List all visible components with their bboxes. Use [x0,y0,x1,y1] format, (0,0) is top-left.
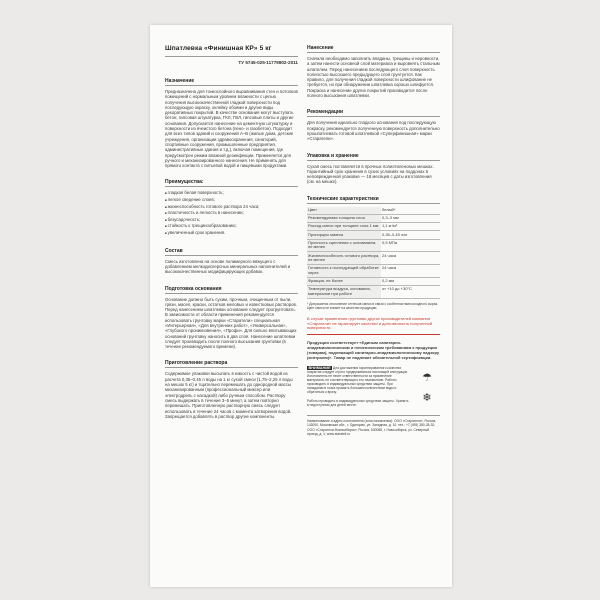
recommendations-heading: Рекомендации [307,109,440,117]
work-text: Работы проводить в индивидуальных средствах защиты. Хранить в недоступном для детей месте. [307,399,409,408]
storage-heading: Упаковка и хранение [307,153,440,161]
spec-value: белый* [381,207,440,215]
table-row [307,252,440,265]
spec-key: Фракция, не более [307,277,381,285]
manufacturer-address: Наименование и адрес изготовителя (зона назначения): ООО «Старатели», Россия, 143000, Московская обл., г. Одинцово, ул. Западная, д. 10, тел.: +7 (495) 380-28-32; ООО «Старатели-Новосибирск», Россия, 630088, г. Новосибирск, ул. Северный проезд, д. 1; www.starateli.ru [307,415,440,435]
tu-code: ТУ 5745-025-11779802-2011 [238,60,298,65]
list-item: ■ жизнеспособность готового раствора 24 часа; [165,204,298,211]
tech-specs-heading: Технические характеристики [307,196,440,204]
red-warning-note: В случае применения грунтовки других производителей компания «Старатели» не гарантирует качество и долговечность полученной поверхности. [307,317,440,335]
list-item: ■ гладкая белая поверхность; [165,190,298,197]
advantages-list [165,190,298,236]
spec-key: Расход смеси при толщине слоя 1 мм [307,223,381,231]
table-row [307,277,440,285]
purpose-text: Предназначена для тонкослойного выравнивания стен и потолков помещений с нормальным уровнем влажности с целью получения высококачественной гладкой поверхности под последующую окраску, оклейку обоями и другие виды декоративных покрытий. В качестве основания могут выступать бетон, гипсовая штукатурка, ГКЛ, ГВЛ, гипсовые плиты и другие основания. Допускается нанесение на цементную штукатурку и поверхности из ячеистого бетона (пено- и газобетон). Подходит для всех типов зданий и сооружений А–В (жилые дома, детские учреждения, организации здравоохранения, санаторий, спортивные сооружения, промышленные предприятия, административные здания и т.д.), включая помещения, где предусмотрен режим влажной дезинфекции. Применяется для ручного и механизированного нанесения. Не применять для прямого контакта с питьевой водой и пищевыми продуктами. [165,89,298,169]
application-text: Сначала необходимо заполнить впадины, трещины и неровности, а затем нанести основной слой материала и выровнять стальным шпателем. Перед нанесением последующего слоя поверхность полностью высохшего предыдущего слоя грунтуется. Как правило, для получения гладкой поверхности шлифование не требуется, но при обнаружении шпатлевка хорошо шлифуется. Покраска и нанесение других покрытий производится после полного высыхания шпатлевки. [307,56,440,99]
warning-text [307,366,410,394]
advantages-heading: Преимущества: [165,179,298,187]
warning-body: Для достижения гарантированного качества покрытия следует строго придерживаться настоящей инструкции. Изготовитель не несет ответственности за применение материала, не соответствующего его назначению. Работы производить в индивидуальных средствах защиты. При попадании в глаза промыть большим количеством воды и обратиться к врачу. [307,366,409,395]
right-column [307,45,440,436]
composition-text: Смесь изготовлена на основе полимерного вяжущего с добавлением мелкодисперсных минеральных наполнителей и высококачественных модифицирующих добавок. [165,258,291,275]
spec-key: Прочность сцепления с основанием, не менее [307,239,381,252]
spec-key: Готовность к последующей обработке через [307,265,381,278]
spec-key: Цвет [307,207,381,215]
temperature-icon: ❄ [422,391,432,404]
purpose-heading: Назначение [165,78,298,86]
table-row [307,223,440,231]
table-row [307,231,440,239]
instruction-sheet [150,25,452,587]
spec-value: 0,2 мм [381,277,440,285]
spec-value: 0,35–0,45 л/кг [381,231,440,239]
mix-prep-heading: Приготовление раствора [165,360,298,368]
product-title: Шпатлевка «Финишная КР» 5 кг [165,45,298,57]
spec-value: 1,1 кг/м² [381,223,440,231]
tech-specs-table [307,207,440,299]
list-item: ■ увеличенный срок хранения. [165,230,298,237]
storage-text: Сухая смесь поставляется в прочных полиэтиленовых мешках. Гарантийный срок хранения в сухих условиях на поддонах в неповрежденной упаковке — 18 месяцев с даты изготовления (см. на мешке). [307,163,434,185]
list-item: ■ безусадочность; [165,217,298,224]
umbrella-icon: ☂ [422,371,432,384]
spec-value: 24 часа [381,265,440,278]
spec-key: Жизнеспособность готового раствора, не менее [307,252,381,265]
application-heading: Нанесение [307,45,440,53]
certification-text: Продукция соответствует «Единым санитарно-эпидемиологическим и гигиеническим требованиям к продукции (товарам), подлежащей санитарно-эпидемиологическому надзору (контролю)». Товар не подлежит обязательной сертификации. [307,340,440,360]
base-prep-heading: Подготовка основания [165,286,298,294]
composition-heading: Состав [165,248,298,256]
spec-value: 0,3–3 мм [381,214,440,222]
table-row [307,286,440,299]
left-column [165,45,298,419]
list-item: ■ стойкость к трещинообразованию; [165,223,298,230]
base-prep-text: Основание должно быть сухим, прочным, очищенным от пыли, грязи, масел, краски, остатков меловых и известковых растворов. Перед нанесением шпатлевки основание следует прогрунтовать. В зависимости от области применения рекомендуется использовать грунтовку марки «Старатели» специальная «Интерьерная», «Для внутренних работ», «Универсальная», «Глубокого проникновения», «Профи». Для сильно впитывающих оснований грунтовку наносить в два слоя. Нанесение шпатлевки следует производить после полного высыхания грунтовки (в течение рекомендуемого времени). [165,296,297,350]
spec-value: 0,5 МПа [381,239,440,252]
table-row [307,214,440,222]
warning-block [307,366,440,407]
spec-key: Температура воздуха, основания, материалов при работе [307,286,381,299]
spec-key: Пропорции замеса [307,231,381,239]
warning-badge: ВНИМАНИЕ [308,366,331,371]
spec-value: от +10 до +30°С [381,286,440,299]
spec-key: Рекомендуемая толщина слоя [307,214,381,222]
table-row [307,207,440,215]
table-row [307,265,440,278]
mix-prep-text: Содержимое упаковки высыпать в емкость с чистой водой из расчета 0,35–0,45 л воды на 1 кг сухой смеси (1,75–2,25 л воды на мешок 5 кг) и тщательно перемешать до однородной массы механизированным (профессиональный миксер или электродрель с насадкой) либо ручным способом. Раствору смесь выдержать в течение 3–5 минут, а затем повторно перемешать. Приготовленную растворную смесь следует использовать в течение 24 часов с момента затворения водой. Запрещается добавлять в раствор другие компоненты. [165,371,293,419]
list-item: ■ пластичность и легкость в нанесении; [165,210,298,217]
list-item: ■ легкое сведение слоев; [165,197,298,204]
table-row [307,239,440,252]
recommendations-text: Для получения идеально гладкого основания под последующую покраску, рекомендуется полученную поверхность дополнительно прошпатлевать готовой шпатлевкой «Суперфинишная» марки «Старатели». [307,120,440,142]
spec-value: 24 часа [381,252,440,265]
storage-icons [414,370,440,410]
tech-footnote: * Допускается отклонение оттенков смеси в связи с особенностями исходного сырья. Цвет смеси не влияет на качество продукции. [307,301,439,310]
